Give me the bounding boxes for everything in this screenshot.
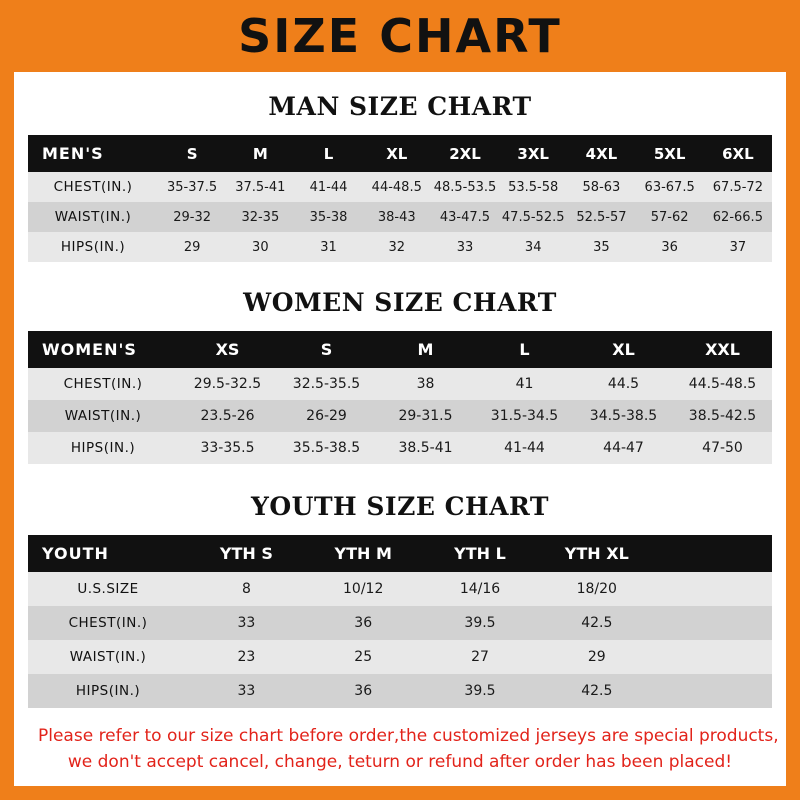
women-waist-s: 26-29	[277, 400, 376, 432]
women-chest-l: 41	[475, 368, 574, 400]
men-waist-6xl: 62-66.5	[704, 202, 772, 232]
youth-col-xl: YTH XL	[538, 535, 655, 572]
women-chest-s: 32.5-35.5	[277, 368, 376, 400]
men-waist-m: 32-35	[226, 202, 294, 232]
youth-col-l: YTH L	[422, 535, 539, 572]
men-chest-4xl: 58-63	[567, 172, 635, 202]
footer-note-line2: we don't accept cancel, change, teturn or refund after order has been placed!	[67, 751, 733, 772]
men-col-m: M	[226, 135, 294, 172]
men-section-title: MAN SIZE CHART	[268, 92, 532, 121]
women-col-xs: XS	[178, 331, 277, 368]
men-hips-5xl: 36	[636, 232, 704, 262]
youth-hips-xl: 42.5	[538, 674, 655, 708]
women-hips-m: 38.5-41	[376, 432, 475, 464]
youth-hips-m: 36	[305, 674, 422, 708]
table-row	[28, 172, 772, 202]
youth-hips-label: HIPS(IN.)	[28, 674, 188, 708]
header-band	[14, 0, 786, 72]
men-col-2xl: 2XL	[431, 135, 499, 172]
women-chest-label: CHEST(IN.)	[28, 368, 178, 400]
table-row	[28, 606, 772, 640]
men-col-xl: XL	[363, 135, 431, 172]
men-chest-l: 41-44	[294, 172, 362, 202]
youth-waist-label: WAIST(IN.)	[28, 640, 188, 674]
youth-chest-m: 36	[305, 606, 422, 640]
men-hips-4xl: 35	[567, 232, 635, 262]
table-header-row	[28, 535, 772, 572]
women-hips-s: 35.5-38.5	[277, 432, 376, 464]
youth-waist-xl: 29	[538, 640, 655, 674]
table-row	[28, 674, 772, 708]
men-chest-m: 37.5-41	[226, 172, 294, 202]
women-col-xxl: XXL	[673, 331, 772, 368]
table-row	[28, 640, 772, 674]
table-row	[28, 400, 772, 432]
youth-col-empty	[655, 535, 772, 572]
women-waist-m: 29-31.5	[376, 400, 475, 432]
youth-chest-s: 33	[188, 606, 305, 640]
men-chest-xl: 44-48.5	[363, 172, 431, 202]
youth-chest-empty	[655, 606, 772, 640]
youth-ussize-s: 8	[188, 572, 305, 606]
youth-chest-l: 39.5	[422, 606, 539, 640]
men-hips-2xl: 33	[431, 232, 499, 262]
youth-size-table	[28, 535, 772, 708]
youth-hips-l: 39.5	[422, 674, 539, 708]
women-waist-xxl: 38.5-42.5	[673, 400, 772, 432]
men-hips-l: 31	[294, 232, 362, 262]
men-col-l: L	[294, 135, 362, 172]
women-col-xl: XL	[574, 331, 673, 368]
men-col-3xl: 3XL	[499, 135, 567, 172]
men-chest-3xl: 53.5-58	[499, 172, 567, 202]
table-header-row	[28, 135, 772, 172]
men-chest-s: 35-37.5	[158, 172, 226, 202]
content-area	[14, 92, 786, 775]
table-row	[28, 368, 772, 400]
youth-section-title: YOUTH SIZE CHART	[251, 492, 549, 521]
women-chest-xl: 44.5	[574, 368, 673, 400]
women-chest-m: 38	[376, 368, 475, 400]
men-hips-s: 29	[158, 232, 226, 262]
men-col-4xl: 4XL	[567, 135, 635, 172]
women-waist-l: 31.5-34.5	[475, 400, 574, 432]
women-hips-xxl: 47-50	[673, 432, 772, 464]
women-section-title: WOMEN SIZE CHART	[243, 288, 557, 317]
table-row	[28, 572, 772, 606]
youth-ussize-m: 10/12	[305, 572, 422, 606]
women-waist-label: WAIST(IN.)	[28, 400, 178, 432]
men-hips-m: 30	[226, 232, 294, 262]
youth-waist-empty	[655, 640, 772, 674]
women-row-header: WOMEN'S	[28, 331, 178, 368]
youth-row-header: YOUTH	[28, 535, 188, 572]
table-row	[28, 232, 772, 262]
footer-note-line1: Please refer to our size chart before order,the customized jerseys are special products,	[38, 726, 779, 746]
women-col-s: S	[277, 331, 376, 368]
footer-note	[38, 724, 779, 775]
women-waist-xs: 23.5-26	[178, 400, 277, 432]
women-waist-xl: 34.5-38.5	[574, 400, 673, 432]
men-waist-s: 29-32	[158, 202, 226, 232]
men-waist-5xl: 57-62	[636, 202, 704, 232]
men-chest-label: CHEST(IN.)	[28, 172, 158, 202]
men-col-s: S	[158, 135, 226, 172]
table-header-row	[28, 331, 772, 368]
men-waist-label: WAIST(IN.)	[28, 202, 158, 232]
youth-waist-l: 27	[422, 640, 539, 674]
men-chest-5xl: 63-67.5	[636, 172, 704, 202]
men-waist-2xl: 43-47.5	[431, 202, 499, 232]
women-hips-xl: 44-47	[574, 432, 673, 464]
men-hips-3xl: 34	[499, 232, 567, 262]
page-title: SIZE CHART	[238, 9, 562, 63]
men-row-header: MEN'S	[28, 135, 158, 172]
youth-ussize-l: 14/16	[422, 572, 539, 606]
women-hips-label: HIPS(IN.)	[28, 432, 178, 464]
men-col-6xl: 6XL	[704, 135, 772, 172]
women-size-table	[28, 331, 772, 464]
youth-ussize-xl: 18/20	[538, 572, 655, 606]
men-hips-xl: 32	[363, 232, 431, 262]
youth-hips-s: 33	[188, 674, 305, 708]
women-hips-xs: 33-35.5	[178, 432, 277, 464]
men-size-table	[28, 135, 772, 262]
youth-col-m: YTH M	[305, 535, 422, 572]
men-waist-4xl: 52.5-57	[567, 202, 635, 232]
women-col-m: M	[376, 331, 475, 368]
women-chest-xxl: 44.5-48.5	[673, 368, 772, 400]
men-col-5xl: 5XL	[636, 135, 704, 172]
youth-ussize-empty	[655, 572, 772, 606]
men-hips-label: HIPS(IN.)	[28, 232, 158, 262]
youth-chest-label: CHEST(IN.)	[28, 606, 188, 640]
youth-col-s: YTH S	[188, 535, 305, 572]
youth-chest-xl: 42.5	[538, 606, 655, 640]
youth-ussize-label: U.S.SIZE	[28, 572, 188, 606]
table-row	[28, 202, 772, 232]
youth-hips-empty	[655, 674, 772, 708]
men-chest-6xl: 67.5-72	[704, 172, 772, 202]
men-chest-2xl: 48.5-53.5	[431, 172, 499, 202]
men-waist-xl: 38-43	[363, 202, 431, 232]
table-row	[28, 432, 772, 464]
women-chest-xs: 29.5-32.5	[178, 368, 277, 400]
women-col-l: L	[475, 331, 574, 368]
women-hips-l: 41-44	[475, 432, 574, 464]
men-waist-l: 35-38	[294, 202, 362, 232]
youth-waist-m: 25	[305, 640, 422, 674]
youth-waist-s: 23	[188, 640, 305, 674]
men-waist-3xl: 47.5-52.5	[499, 202, 567, 232]
men-hips-6xl: 37	[704, 232, 772, 262]
